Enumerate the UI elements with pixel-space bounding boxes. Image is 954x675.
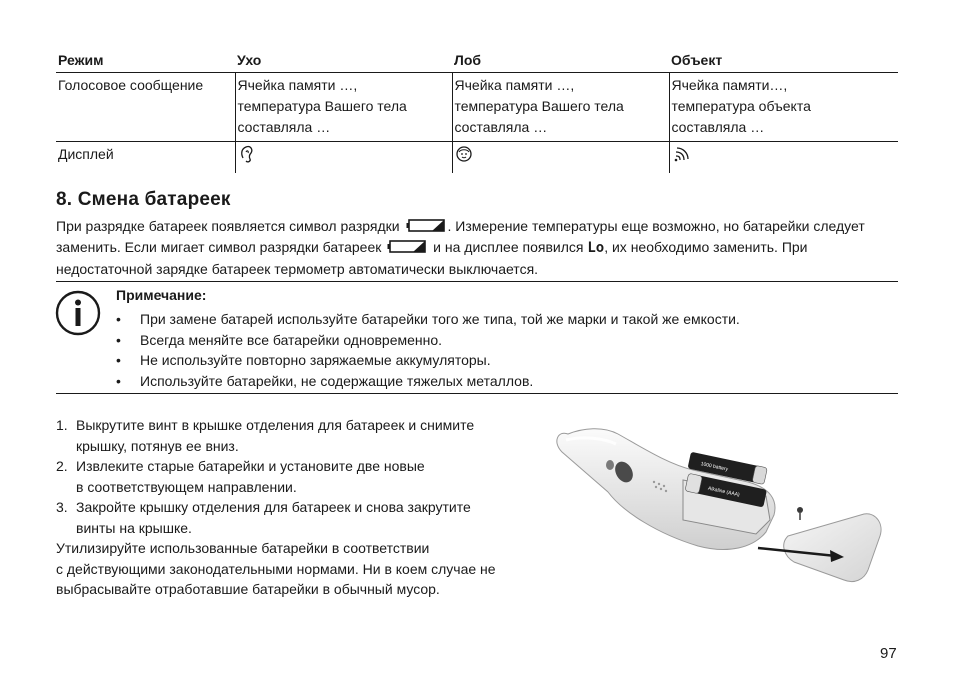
battery-label: Alkaline (AAA) (707, 485, 741, 499)
ear-icon (238, 144, 256, 164)
step-text: в соответствующем направлении. (76, 478, 297, 495)
header-mode: Режим (56, 50, 235, 73)
battery-low-icon (387, 240, 427, 253)
voice-forehead-cell (452, 73, 669, 142)
list-item: • Используйте батарейки, не содержащие тяжелых металлов. (116, 371, 896, 392)
voice-ear-line: Ячейка памяти …, (237, 77, 358, 93)
info-icon (55, 290, 101, 336)
list-item (56, 456, 546, 497)
paragraph-text: , их необходимо заменить. При недостаточной зарядке батареек термометр автоматически выключается. (56, 239, 808, 277)
step-number: 3. (56, 499, 68, 515)
page-number: 97 (880, 645, 897, 662)
battery-low-icon (406, 219, 446, 232)
step-text: Закройте крышку отделения для батареек и снова закрутите (76, 499, 471, 515)
list-item (56, 497, 546, 538)
table-row-voice (56, 73, 898, 142)
voice-object-cell (669, 73, 898, 142)
note-top-divider (56, 281, 898, 282)
screw-icon (797, 507, 803, 520)
list-item (56, 415, 546, 456)
button-icon (606, 460, 614, 470)
voice-ear-line: температура Вашего тела (237, 98, 407, 114)
voice-object-line: составляла … (671, 119, 765, 135)
list-item: • При замене батарей используйте батарейки того же типа, той же марки и такой же емкости. (116, 309, 896, 330)
step-number: 1. (56, 417, 68, 433)
step-text: Извлеките старые батарейки и установите две новые (76, 458, 425, 474)
disposal-line: выбрасывайте отработавшие батарейки в обычный мусор. (56, 581, 440, 597)
battery-label: 1000 battery (700, 461, 729, 473)
voice-forehead-line: составляла … (454, 119, 548, 135)
battery-cover (784, 514, 881, 582)
paragraph-text: и на дисплее появился (433, 239, 584, 255)
note-title: Примечание: (116, 287, 207, 303)
battery-replacement-illustration (548, 420, 884, 584)
voice-ear-cell (235, 73, 452, 142)
display-object-cell (669, 142, 898, 174)
paragraph-text: . Измерение температуры еще возможно, но батарейки следует заменить. Если мигает символ разрядки батареек (56, 218, 865, 255)
step-text: Выкрутите винт в крышке отделения для батареек и снимите (76, 417, 475, 433)
mode-table (56, 50, 898, 173)
steps-list (56, 415, 546, 538)
section-title: 8. Смена батареек (56, 189, 231, 210)
voice-label: Голосовое сообщение (56, 73, 235, 142)
disposal-line: Утилизируйте использованные батарейки в соответствии (56, 540, 430, 556)
voice-forehead-line: Ячейка памяти …, (454, 77, 575, 93)
display-label: Дисплей (58, 146, 114, 162)
voice-object-line: температура объекта (671, 98, 811, 114)
step-text: винты на крышке. (76, 519, 192, 536)
voice-object-line: Ячейка памяти…, (671, 77, 788, 93)
object-signal-icon (672, 144, 690, 164)
header-forehead: Лоб (452, 50, 669, 73)
note-bottom-divider (56, 393, 898, 394)
list-item: • Всегда меняйте все батарейки одновременно. (116, 330, 896, 351)
table-header-row (56, 50, 898, 73)
list-item: • Не используйте повторно заряжаемые аккумуляторы. (116, 350, 896, 371)
section-paragraph (56, 216, 901, 280)
display-forehead-cell (452, 142, 669, 174)
note-list (116, 309, 896, 391)
header-ear: Ухо (235, 50, 452, 73)
disposal-line: с действующими законодательными нормами. Ни в коем случае не (56, 560, 496, 577)
disposal-paragraph (56, 538, 551, 600)
step-text: крышку, потянув ее вниз. (76, 437, 239, 454)
voice-ear-line: составляла … (237, 119, 331, 135)
voice-forehead-line: температура Вашего тела (454, 98, 624, 114)
step-number: 2. (56, 458, 68, 474)
table-row-display (56, 142, 898, 174)
header-object: Объект (669, 50, 898, 73)
paragraph-text: При разрядке батареек появляется символ разрядки (56, 218, 400, 234)
display-ear-cell (235, 142, 452, 174)
lo-display-symbol: Lo (587, 240, 605, 256)
forehead-face-icon (455, 144, 473, 164)
